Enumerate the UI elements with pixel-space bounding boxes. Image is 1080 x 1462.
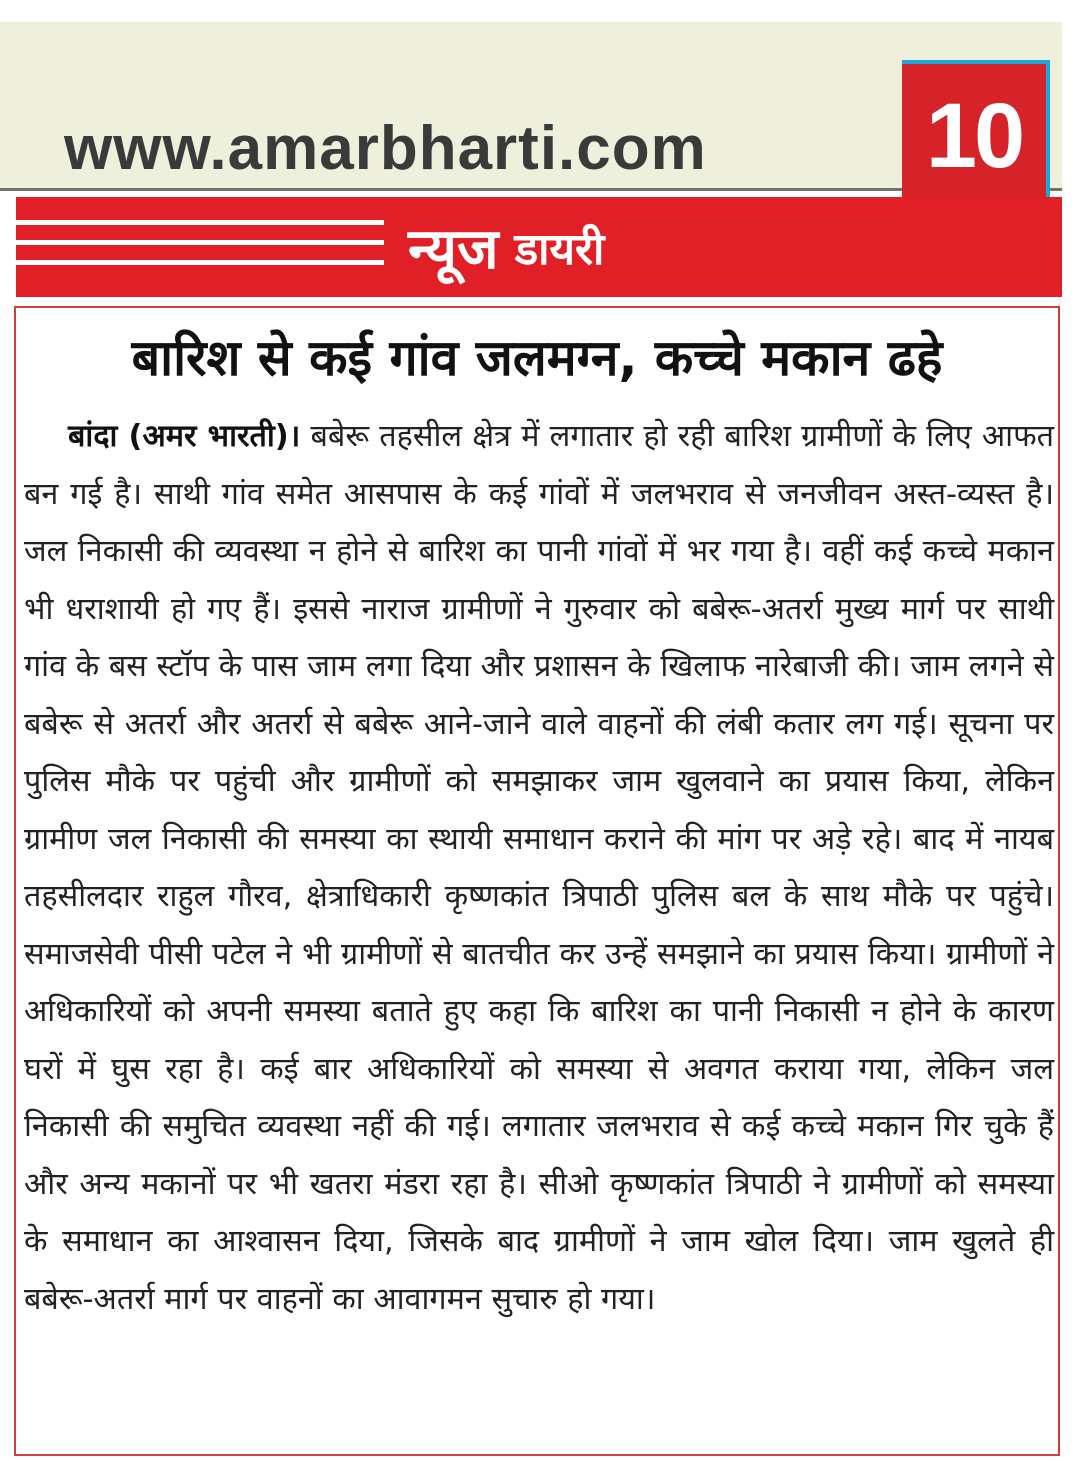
page-number: 10 [925,85,1023,187]
section-title-word-1: न्यूज [408,217,499,282]
decorative-stripe [16,240,384,245]
section-title [408,207,604,287]
section-title-word-2: डायरी [514,224,605,275]
article-body-text: बबेरू तहसील क्षेत्र में लगातार हो रही बारिश ग्रामीणों के लिए आफत बन गई है। साथी गांव समेत आसपास के कई गांवों में जलभराव से जनजीवन अस्त-व्यस्त है। जल निकासी की व्यवस्था न होने से बारिश का पानी गांवों में भर गया है। वहीं कई कच्चे मकान भी धराशायी हो गए हैं। इससे नाराज ग्रामीणों ने गुरुवार को बबेरू-अतर्रा मुख्य मार्ग पर साथी गांव के बस स्टॉप के पास जाम लगा दिया और प्रशासन के खिलाफ नारेबाजी की। जाम लगने से बबेरू से अतर्रा और अतर्रा से बबेरू आने-जाने वाले वाहनों की लंबी कतार लग गई। सूचना पर पुलिस मौके पर पहुंची और ग्रामीणों को समझाकर जाम खुलवाने का प्रयास किया, लेकिन ग्रामीण जल निकासी की समस्या का स्थायी समाधान कराने की मांग पर अड़े रहे। बाद में नायब तहसीलदार राहुल गौरव, क्षेत्राधिकारी कृष्णकांत त्रिपाठी पुलिस बल के साथ मौके पर पहुंचे। समाजसेवी पीसी पटेल ने भी ग्रामीणों से बातचीत कर उन्हें समझाने का प्रयास किया। ग्रामीणों ने अधिकारियों को अपनी समस्या बताते हुए कहा कि बारिश का पानी निकासी न होने के कारण घरों में घुस रहा है। कई बार अधिकारियों को समस्या से अवगत कराया गया, लेकिन जल निकासी की समुचित व्यवस्था नहीं की गई। लगातार जलभराव से कई कच्चे मकान गिर चुके हैं और अन्य मकानों पर भी खतरा मंडरा रहा है। सीओ कृष्णकांत त्रिपाठी ने ग्रामीणों को समस्या के समाधान का आश्वासन दिया, जिसके बाद ग्रामीणों ने जाम खोल दिया। जाम खुलते ही बबेरू-अतर्रा मार्ग पर वाहनों का आवागमन सुचारु हो गया। [24,419,1055,1317]
article-headline: बारिश से कई गांव जलमग्न, कच्चे मकान ढहे [131,329,943,387]
article-body [24,408,1054,1328]
article-dateline: बांदा (अमर भारती)। [68,419,301,454]
page-number-box [902,60,1050,208]
article [14,306,1060,1456]
decorative-stripe [16,260,384,265]
section-band [16,197,1062,297]
decorative-stripe [16,220,384,225]
site-url: www.amarbharti.com [64,114,707,183]
page-header [0,22,1062,191]
